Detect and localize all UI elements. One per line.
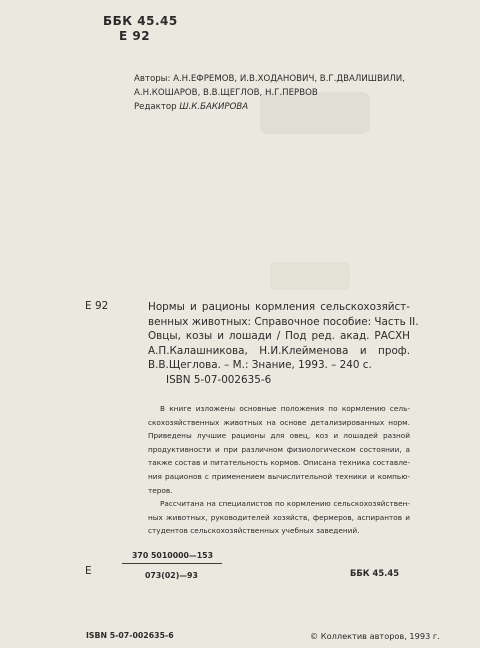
imprint-letter: Е (85, 565, 92, 577)
editor-name: Ш.К.БАКИРОВА (179, 102, 249, 112)
authors-line: А.Н.КОШАРОВ, В.В.ЩЕГЛОВ, Н.Г.ПЕРВОВ (134, 88, 318, 98)
record-line: Нормы и рационы кормления сельскохозяйст- (148, 301, 410, 313)
record-isbn: ISBN 5-07-002635-6 (166, 373, 272, 386)
editor-credit (134, 102, 248, 112)
imprint-isbn: ISBN 5-07-002635-6 (86, 631, 174, 640)
abstract-line: Приведены лучшие рационы для овец, коз и лошадей разной (148, 431, 410, 441)
record-line: венных животных: Справочное пособие: Часть II. (148, 315, 419, 328)
abstract-line: продуктивности и при различном физиологическом состоянии, а (148, 444, 410, 454)
bibliographic-record (148, 300, 419, 387)
imprint-code-numerator: 370 5010000—153 (132, 551, 214, 560)
abstract-line: теров. (148, 485, 173, 495)
abstract (148, 402, 410, 538)
record-index: Е 92 (85, 300, 109, 312)
record-line: А.П.Калашникова, Н.И.Клейменова и проф. (148, 344, 410, 357)
abstract-line: скохозяйственных животных на основе детализированных норм. (148, 417, 410, 427)
abstract-line: ных животных, руководителей хозяйств, фермеров, аспирантов и (148, 512, 410, 522)
abstract-line: Рассчитана на специалистов по кормлению сельскохозяйствен- (160, 499, 410, 509)
record-line: В.В.Щеглова. – М.: Знание, 1993. – 240 с. (148, 359, 372, 371)
record-line: Овцы, козы и лошади / Под ред. акад. РАСХН (148, 330, 410, 342)
show-through-mark (260, 92, 370, 134)
abstract-line: студентов сельскохозяйственных учебных заведений. (148, 526, 360, 536)
bbk-classification: ББК 45.45 (103, 14, 178, 28)
abstract-line: В книге изложены основные положения по кормлению сель- (160, 404, 410, 413)
abstract-line: ния рационов с применением вычислительной техники и компью- (148, 471, 410, 481)
abstract-line: также состав и питательность кормов. Описана техника составле- (148, 458, 410, 468)
shelf-mark: Е 92 (119, 29, 151, 43)
imprint-code-denominator: 073(02)—93 (145, 571, 198, 580)
copyright-notice: © Коллектив авторов, 1993 г. (310, 631, 440, 641)
imprint-classification: ББК 45.45 (350, 568, 400, 578)
authors-line: Авторы: А.Н.ЕФРЕМОВ, И.В.ХОДАНОВИЧ, В.Г.ДВАЛИШВИЛИ, (134, 74, 405, 84)
show-through-mark (270, 262, 350, 290)
fraction-rule (122, 563, 222, 564)
editor-label: Редактор (134, 102, 177, 112)
